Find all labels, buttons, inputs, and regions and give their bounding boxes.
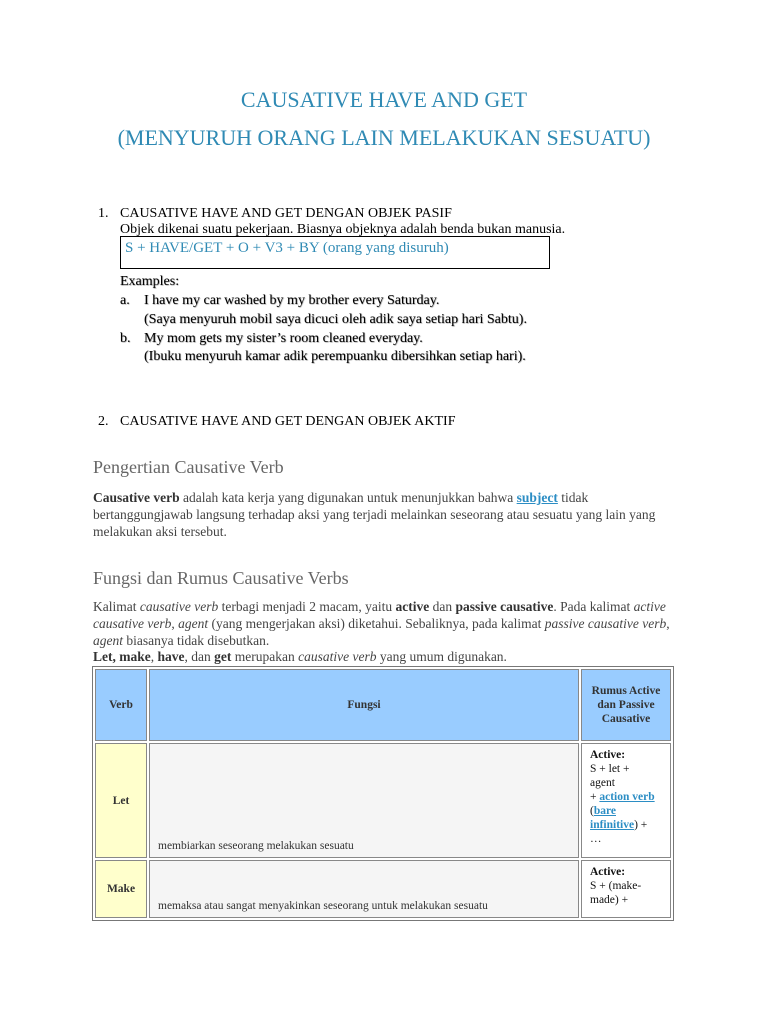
fungsi-paragraph-2: [93, 648, 683, 665]
section1-heading: CAUSATIVE HAVE AND GET DENGAN OBJEK PASIF: [120, 206, 452, 221]
section1-number: 1.: [98, 206, 109, 221]
section2-heading: CAUSATIVE HAVE AND GET DENGAN OBJEK AKTIF: [120, 414, 456, 429]
rumus-text: +: [590, 791, 600, 803]
text-italic: causative verb: [298, 649, 377, 664]
causative-verb-term: Causative verb: [93, 490, 180, 505]
pengertian-text-1: adalah kata kerja yang digunakan untuk menunjukkan bahwa: [179, 490, 517, 505]
causative-table: [92, 666, 674, 921]
section1-description: Objek dikenai suatu pekerjaan. Biasnya objeknya adalah benda bukan manusia.: [120, 222, 566, 237]
action-verb-link[interactable]: action verb: [599, 791, 655, 803]
section2-number: 2.: [98, 414, 109, 429]
title-line-1: CAUSATIVE HAVE AND GET: [240, 87, 528, 112]
verb-let: Let: [95, 743, 147, 858]
example-a-marker: a.: [120, 293, 130, 308]
text: ,: [666, 616, 670, 631]
text-bold: have: [157, 649, 185, 664]
table-row: [95, 743, 671, 858]
subject-link[interactable]: subject: [516, 490, 558, 505]
header-verb: Verb: [95, 669, 147, 741]
text: . Pada kalimat: [553, 599, 634, 614]
text-bold: active: [395, 599, 430, 614]
formula-box: S + HAVE/GET + O + V3 + BY (orang yang disuruh): [120, 236, 550, 269]
text: (yang mengerjakan aksi) diketahui. Sebaliknya, pada kalimat: [208, 616, 545, 631]
rumus-make: [581, 860, 671, 918]
text-bold: passive causative: [455, 599, 554, 614]
rumus-text: (: [590, 805, 594, 817]
rumus-text: ) +: [634, 819, 648, 831]
rumus-text: …: [590, 833, 602, 845]
rumus-text: made) +: [590, 894, 629, 906]
text: ,: [171, 616, 179, 631]
rumus-let: [581, 743, 671, 858]
verb-make: Make: [95, 860, 147, 918]
text: Kalimat: [93, 599, 140, 614]
fungsi-make: memaksa atau sangat menyakinkan seseorang untuk melakukan sesuatu: [149, 860, 579, 918]
text-italic: passive causative verb: [544, 616, 667, 631]
rumus-text: S + (make-: [590, 880, 642, 892]
pengertian-paragraph: [93, 489, 683, 540]
text-italic: causative verb: [139, 599, 219, 614]
fungsi-heading: Fungsi dan Rumus Causative Verbs: [93, 568, 349, 588]
text: biasanya tidak disebutkan.: [123, 633, 270, 648]
bare-infinitive-link[interactable]: bare infinitive: [590, 805, 635, 831]
table-row: [95, 860, 671, 918]
rumus-text: S + let +: [590, 763, 630, 775]
fungsi-paragraph-1: [93, 598, 683, 649]
text: dan: [429, 599, 456, 614]
text-bold: Let, make: [93, 649, 151, 664]
text-italic: agent: [178, 616, 209, 631]
example-b-en: My mom gets my sister’s room cleaned everyday.: [144, 331, 423, 346]
text: , dan: [184, 649, 215, 664]
title-line-2: (MENYURUH ORANG LAIN MELAKUKAN SESUATU): [117, 125, 651, 150]
rumus-text: agent: [590, 777, 615, 789]
text-italic: agent: [93, 633, 123, 648]
fungsi-let: membiarkan seseorang melakukan sesuatu: [149, 743, 579, 858]
text: ,: [150, 649, 158, 664]
text: yang umum digunakan.: [376, 649, 507, 664]
rumus-label: Active:: [590, 749, 626, 761]
rumus-label: Active:: [590, 866, 626, 878]
text-italic: active causative verb: [93, 599, 666, 631]
examples-label: Examples:: [120, 274, 180, 289]
example-b-marker: b.: [120, 331, 131, 346]
text-bold: get: [214, 649, 232, 664]
pengertian-text-2: tidak bertanggungjawab langsung terhadap aksi yang terjadi melainkan seseorang atau sesuatu yang lain yang melakukan aksi tersebut.: [93, 490, 656, 539]
text: merupakan: [231, 649, 299, 664]
text: terbagi menjadi 2 macam, yaitu: [218, 599, 396, 614]
pengertian-heading: Pengertian Causative Verb: [93, 457, 284, 477]
header-rumus: Rumus Active dan Passive Causative: [581, 669, 671, 741]
table-header-row: [95, 669, 671, 741]
example-b-id: (Ibuku menyuruh kamar adik perempuanku dibersihkan setiap hari).: [144, 349, 526, 364]
example-a-id: (Saya menyuruh mobil saya dicuci oleh adik saya setiap hari Sabtu).: [144, 312, 527, 327]
example-a-en: I have my car washed by my brother every Saturday.: [144, 293, 440, 308]
header-fungsi: Fungsi: [149, 669, 579, 741]
